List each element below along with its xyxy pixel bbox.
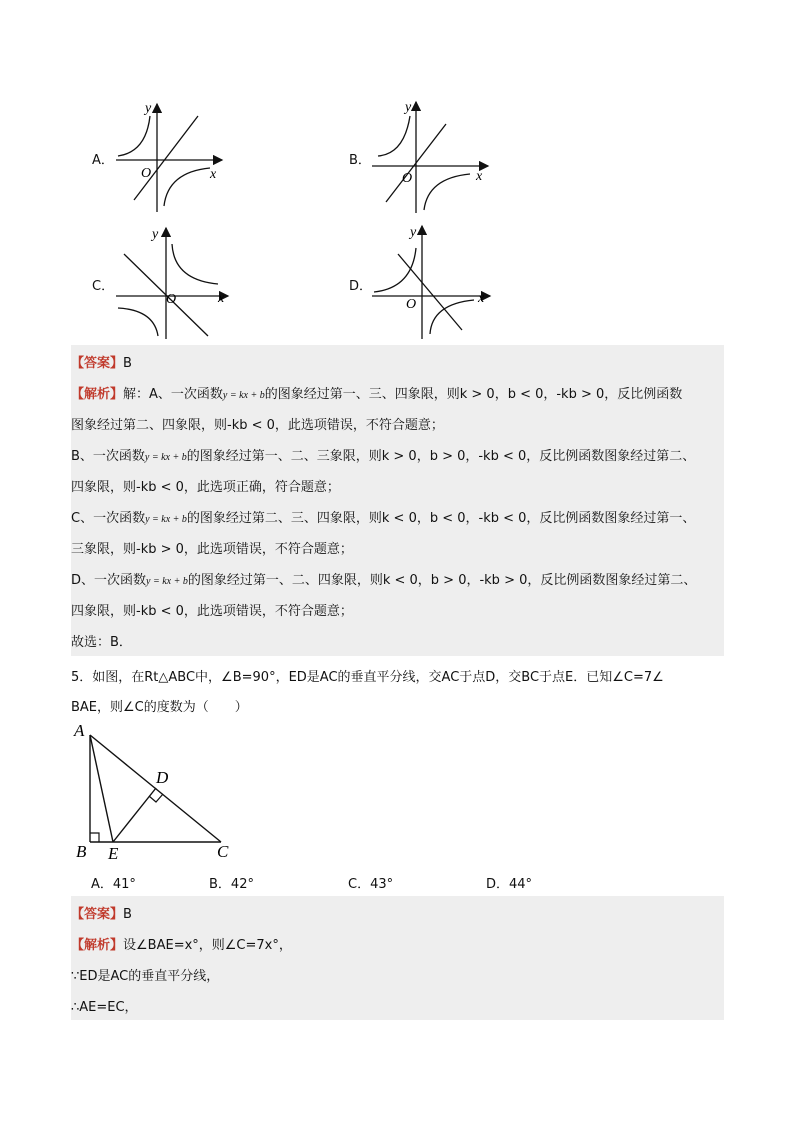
option-d-y-label: y: [410, 225, 417, 240]
option-a-x-label: x: [210, 167, 217, 182]
option-b-graph: [370, 98, 492, 216]
option-d-graph: [370, 222, 494, 342]
option-b-x-label: x: [476, 169, 483, 184]
answer-value: B: [123, 356, 132, 371]
choice-c: C．43°: [348, 877, 394, 892]
option-a-origin-label: O: [141, 166, 152, 181]
q5-analysis-line-2: ∵ED是AC的垂直平分线，: [71, 969, 220, 984]
option-c-graph: [112, 224, 236, 342]
option-b-y-label: y: [405, 100, 412, 115]
answer-tag: 【答案】: [71, 907, 124, 922]
q5-analysis-line-1: 【解析】设∠BAE=x°，则∠C=7x°，: [71, 938, 292, 953]
vertex-a-label: A: [74, 721, 85, 740]
analysis-tag: 【解析】: [71, 938, 124, 953]
q4-analysis-line-6: 三象限，则-kb > 0，此选项错误，不符合题意；: [71, 542, 353, 557]
option-d-label: D．: [349, 279, 373, 294]
option-c-y-label: y: [152, 227, 159, 242]
answer-value: B: [123, 907, 132, 922]
choice-a: A．41°: [91, 877, 136, 892]
option-c-origin-label: O: [166, 292, 177, 307]
q4-analysis-line-9: 故选：B．: [71, 635, 132, 650]
formula: y = kx + b: [222, 390, 265, 401]
choice-b: B．42°: [209, 877, 254, 892]
answer-tag: 【答案】: [71, 356, 124, 371]
choice-d: D．44°: [486, 877, 533, 892]
q4-solution-box: [71, 345, 724, 656]
option-a-y-label: y: [145, 101, 152, 116]
q4-analysis-line-3: B、一次函数y = kx + b的图象经过第一、二、三象限，则k > 0，b > 0，-kb < 0，反比例函数图象经过第二、: [71, 449, 696, 464]
q5-solution-box: [71, 896, 724, 1020]
option-d-x-label: x: [478, 291, 485, 306]
option-d-origin-label: O: [406, 297, 417, 312]
q4-analysis-line-7: D、一次函数y = kx + b的图象经过第一、二、四象限，则k < 0，b > 0，-kb > 0，反比例函数图象经过第二、: [71, 573, 697, 588]
option-b-origin-label: O: [402, 171, 413, 186]
analysis-tag: 【解析】: [71, 387, 124, 402]
formula: y = kx + b: [144, 452, 187, 463]
q4-answer-line: [71, 352, 132, 371]
formula: y = kx + b: [146, 576, 188, 587]
question-5-text-line-1: 5．如图，在Rt△ABC中，∠B=90°，ED是AC的垂直平分线，交AC于点D，交BC于点E．已知∠C=7∠: [71, 670, 664, 685]
q4-analysis-line-8: 四象限，则-kb < 0，此选项错误，不符合题意；: [71, 604, 353, 619]
option-a-graph: [112, 100, 228, 215]
vertex-d-label: D: [156, 768, 169, 787]
formula: y = kx + b: [145, 514, 187, 525]
vertex-c-label: C: [217, 842, 229, 861]
option-c-label: C．: [92, 279, 115, 294]
triangle-figure: [70, 718, 240, 870]
question-5-text-line-2: BAE，则∠C的度数为（ ）: [71, 700, 248, 715]
q5-analysis-line-3: ∴AE=EC，: [71, 1000, 138, 1015]
q4-analysis-line-2: 图象经过第二、四象限，则-kb < 0，此选项错误，不符合题意；: [71, 418, 444, 433]
q4-analysis-line-5: C、一次函数y = kx + b的图象经过第二、三、四象限，则k < 0，b < 0，-kb < 0，反比例函数图象经过第一、: [71, 511, 696, 526]
q5-answer-line: [71, 903, 132, 922]
q4-analysis-line-1: 【解析】解：A、一次函数y = kx + b的图象经过第一、三、四象限，则k > 0，b < 0，-kb > 0，反比例函数: [71, 387, 683, 402]
option-c-x-label: x: [218, 291, 225, 306]
vertex-b-label: B: [76, 842, 87, 861]
vertex-e-label: E: [108, 844, 119, 863]
option-b-label: B．: [349, 153, 371, 168]
option-a-label: A．: [92, 153, 114, 168]
q4-analysis-line-4: 四象限，则-kb < 0，此选项正确，符合题意；: [71, 480, 340, 495]
